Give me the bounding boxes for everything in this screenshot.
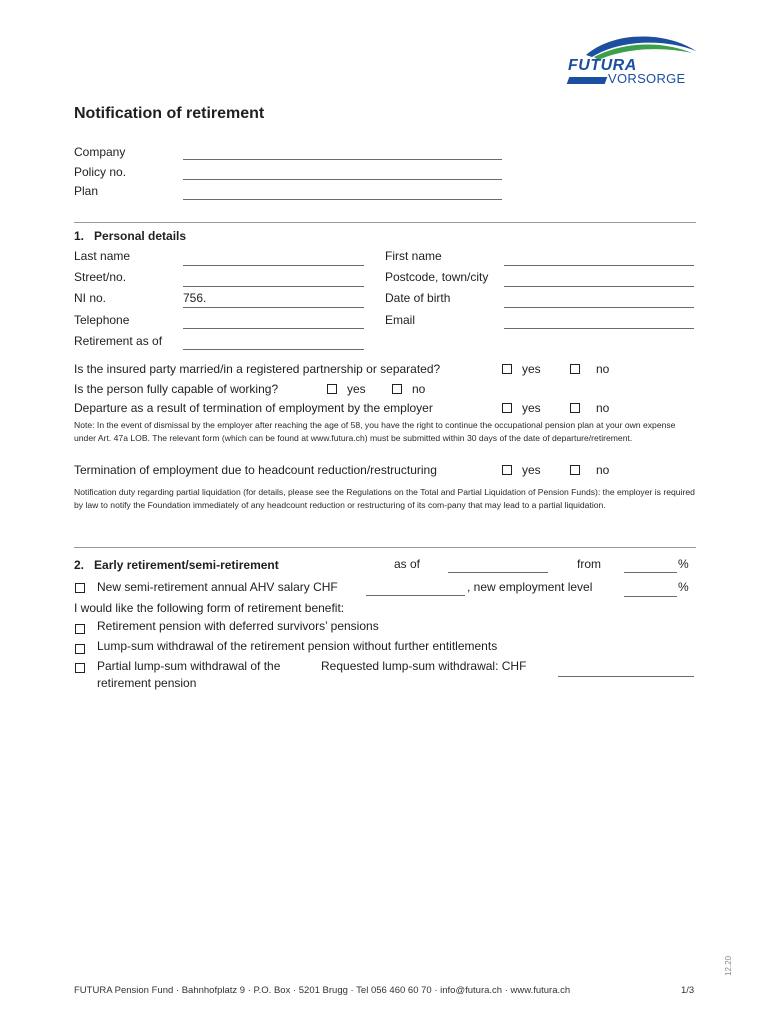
last-name-field[interactable] bbox=[183, 265, 364, 266]
headcount-no-label: no bbox=[596, 463, 610, 477]
dob-field[interactable] bbox=[504, 307, 694, 308]
from-percent-sign: % bbox=[678, 557, 689, 571]
page-title: Notification of retirement bbox=[74, 105, 265, 122]
benefit-intro: I would like the following form of retirement benefit: bbox=[74, 601, 345, 615]
divider bbox=[74, 547, 696, 548]
footer-address: FUTURA Pension Fund · Bahnhofplatz 9 · P.O. Box · 5201 Brugg · Tel 056 460 60 70 · info@futura.ch · www.futura.ch bbox=[74, 985, 571, 996]
street-field[interactable] bbox=[183, 286, 364, 287]
option-partial-label-2: retirement pension bbox=[97, 676, 197, 690]
option-lump-sum-label: Lump-sum withdrawal of the retirement pension without further entitlements bbox=[97, 639, 498, 653]
plan-field[interactable] bbox=[183, 199, 502, 200]
married-yes-label: yes bbox=[522, 362, 541, 376]
logo-sub: VORSORGE bbox=[608, 71, 686, 86]
futura-logo bbox=[566, 33, 700, 87]
capable-no-checkbox[interactable] bbox=[392, 384, 402, 394]
first-name-field[interactable] bbox=[504, 265, 694, 266]
question-married: Is the insured party married/in a registered partnership or separated? bbox=[74, 362, 441, 376]
headcount-no-checkbox[interactable] bbox=[570, 465, 580, 475]
departure-no-label: no bbox=[596, 401, 610, 415]
semi-retirement-checkbox[interactable] bbox=[75, 583, 85, 593]
option-partial-checkbox[interactable] bbox=[75, 663, 85, 673]
from-label: from bbox=[577, 557, 601, 571]
semi-salary-field[interactable] bbox=[366, 595, 465, 596]
employment-level-label: , new employment level bbox=[467, 580, 593, 594]
as-of-field[interactable] bbox=[448, 572, 548, 573]
employment-level-percent: % bbox=[678, 580, 689, 594]
dismissal-note: Note: In the event of dismissal by the employer after reaching the age of 58, you have the right to continue the occupational pension plan at your own expense under Art. 47a LOB. The relevant form (which can be found at www.futura.ch) must be submitted within 30 days of the date of departure/retirement. bbox=[74, 420, 676, 443]
company-field[interactable] bbox=[183, 159, 502, 160]
policy-label: Policy no. bbox=[74, 165, 127, 179]
capable-no-label: no bbox=[412, 382, 426, 396]
married-no-label: no bbox=[596, 362, 610, 376]
ni-field[interactable] bbox=[183, 307, 364, 308]
headcount-yes-label: yes bbox=[522, 463, 541, 477]
plan-label: Plan bbox=[74, 184, 99, 198]
option-pension-checkbox[interactable] bbox=[75, 624, 85, 634]
postcode-field[interactable] bbox=[504, 286, 694, 287]
option-partial-label-1: Partial lump-sum withdrawal of the bbox=[97, 659, 281, 673]
email-label: Email bbox=[385, 313, 416, 327]
dob-label: Date of birth bbox=[385, 291, 451, 305]
last-name-label: Last name bbox=[74, 249, 131, 263]
semi-salary-label: New semi-retirement annual AHV salary CHF bbox=[97, 580, 338, 594]
requested-withdrawal-field[interactable] bbox=[558, 676, 694, 677]
postcode-label: Postcode, town/city bbox=[385, 270, 489, 284]
telephone-field[interactable] bbox=[183, 328, 364, 329]
capable-yes-checkbox[interactable] bbox=[327, 384, 337, 394]
ni-value: 756. bbox=[183, 291, 207, 305]
departure-yes-label: yes bbox=[522, 401, 541, 415]
requested-withdrawal-label: Requested lump-sum withdrawal: CHF bbox=[321, 659, 527, 673]
liquidation-note: Notification duty regarding partial liquidation (for details, please see the Regulations on the Total and Partial Liquidation of Pension Funds): the employer is required by law to notify the Foundation immediately of any headcount reduction or restructuring of its com-pany that may lead to a partial liquidation. bbox=[74, 487, 695, 510]
divider bbox=[74, 222, 696, 223]
first-name-label: First name bbox=[385, 249, 442, 263]
retirement-date-label: Retirement as of bbox=[74, 334, 163, 348]
section2-heading: 2. Early retirement/semi-retirement bbox=[74, 558, 279, 572]
departure-no-checkbox[interactable] bbox=[570, 403, 580, 413]
logo-bar bbox=[567, 77, 608, 84]
headcount-yes-checkbox[interactable] bbox=[502, 465, 512, 475]
capable-yes-label: yes bbox=[347, 382, 366, 396]
option-lump-sum-checkbox[interactable] bbox=[75, 644, 85, 654]
from-percent-field[interactable] bbox=[624, 572, 677, 573]
page-number: 1/3 bbox=[681, 985, 695, 996]
retirement-date-field[interactable] bbox=[183, 349, 364, 350]
question-headcount: Termination of employment due to headcount reduction/restructuring bbox=[74, 463, 437, 477]
ni-label: NI no. bbox=[74, 291, 107, 305]
departure-yes-checkbox[interactable] bbox=[502, 403, 512, 413]
version-label: 12.20 bbox=[724, 955, 733, 976]
email-field[interactable] bbox=[504, 328, 694, 329]
as-of-label: as of bbox=[394, 557, 421, 571]
street-label: Street/no. bbox=[74, 270, 127, 284]
married-no-checkbox[interactable] bbox=[570, 364, 580, 374]
option-pension-label: Retirement pension with deferred survivors’ pensions bbox=[97, 619, 379, 633]
telephone-label: Telephone bbox=[74, 313, 130, 327]
company-label: Company bbox=[74, 145, 126, 159]
question-capable: Is the person fully capable of working? bbox=[74, 382, 279, 396]
married-yes-checkbox[interactable] bbox=[502, 364, 512, 374]
employment-level-field[interactable] bbox=[624, 596, 677, 597]
section1-heading: 1. Personal details bbox=[74, 229, 187, 243]
question-departure: Departure as a result of termination of employment by the employer bbox=[74, 401, 433, 415]
logo-brand: FUTURA bbox=[568, 57, 637, 74]
policy-field[interactable] bbox=[183, 179, 502, 180]
